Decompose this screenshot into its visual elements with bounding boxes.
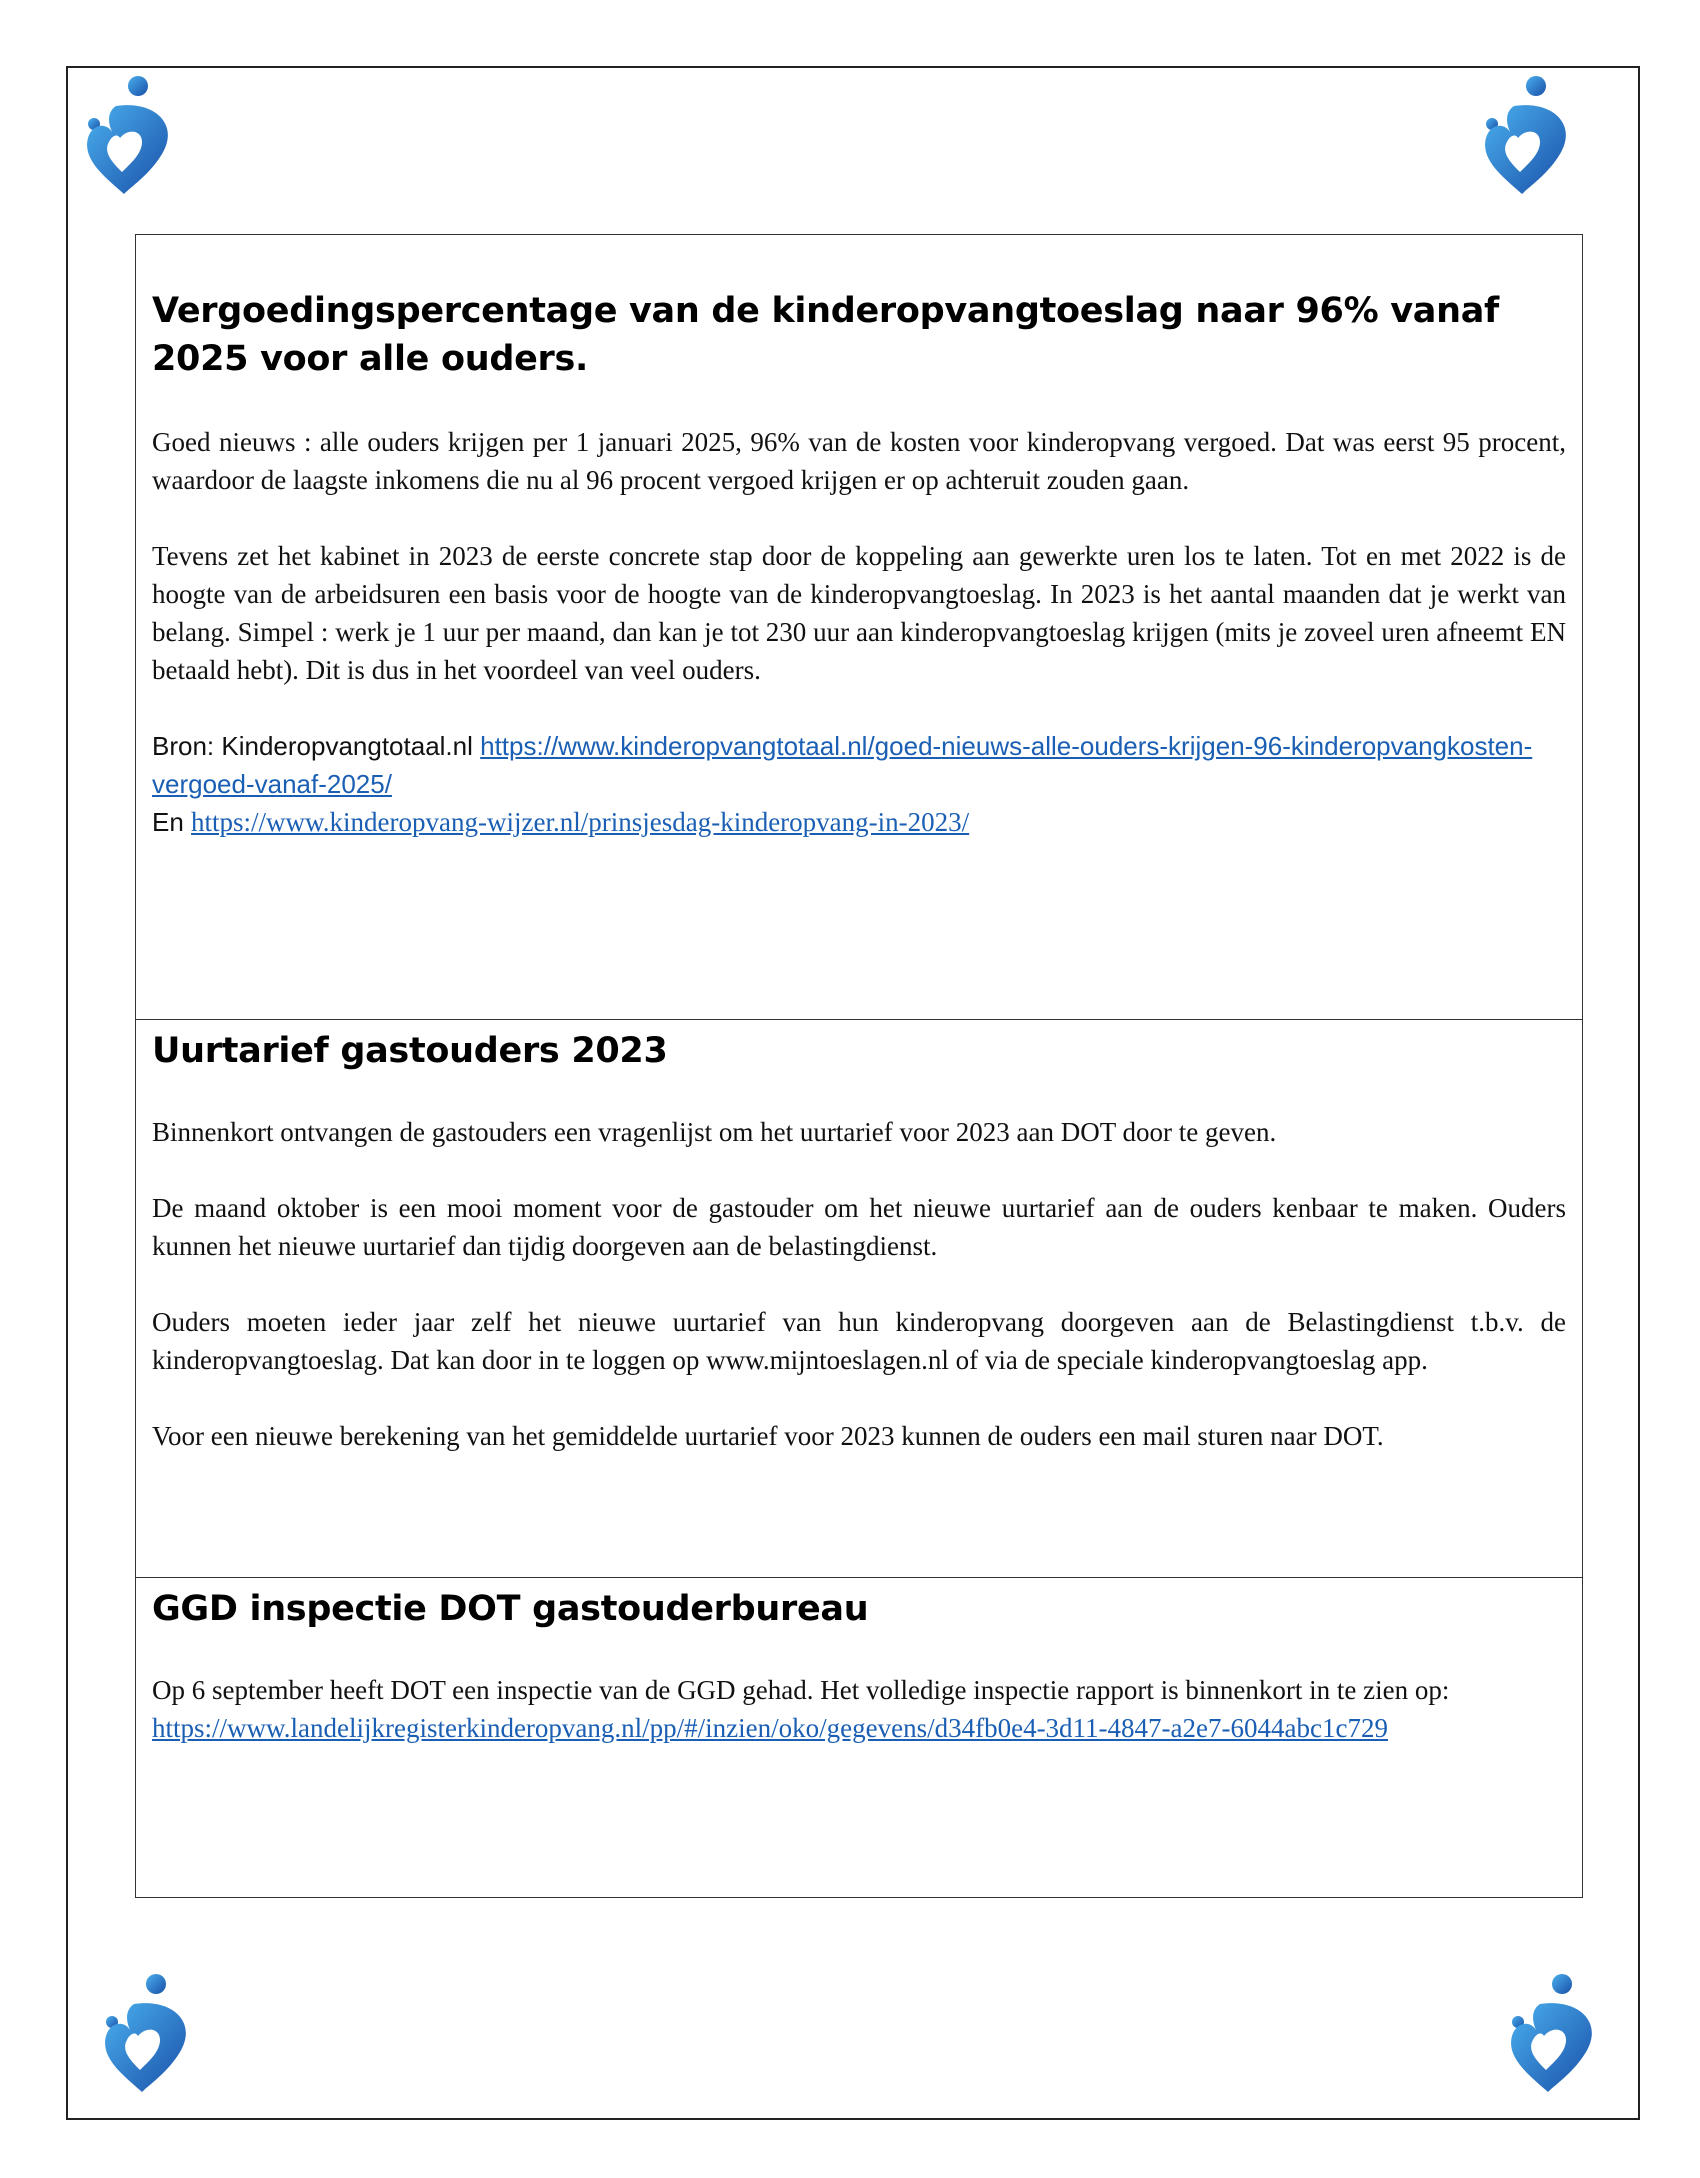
section-divider xyxy=(136,1019,1582,1020)
source-line-2 xyxy=(152,803,1566,841)
section-vergoedingspercentage xyxy=(136,287,1582,841)
paragraph: Goed nieuws : alle ouders krijgen per 1 januari 2025, 96% van de kosten voor kinderopvang vergoed. Dat was eerst 95 procent, waardoor de laagste inkomens die nu al 96 procent vergoed krijgen er op achteruit zouden gaan. xyxy=(152,427,1566,495)
section-ggd-inspectie xyxy=(136,1579,1582,1747)
family-heart-logo-icon xyxy=(76,72,186,202)
source-label: Bron: Kinderopvangtotaal.nl xyxy=(152,731,473,761)
paragraph: Binnenkort ontvangen de gastouders een vragenlijst om het uurtarief voor 2023 aan DOT door te geven. xyxy=(152,1117,1277,1147)
paragraph: Voor een nieuwe berekening van het gemiddelde uurtarief voor 2023 kunnen de ouders een mail sturen naar DOT. xyxy=(152,1421,1384,1451)
family-heart-logo-icon xyxy=(94,1970,204,2100)
paragraph: Op 6 september heeft DOT een inspectie van de GGD gehad. Het volledige inspectie rapport is binnenkort in te zien op: xyxy=(152,1675,1450,1705)
section-uurtarief xyxy=(136,1021,1582,1455)
source-label: En xyxy=(152,807,184,837)
inspection-report-link[interactable]: https://www.landelijkregisterkinderopvang.nl/pp/#/inzien/oko/gegevens/d34fb0e4-3d11-4847-a2e7-6044abc1c729 xyxy=(152,1713,1388,1743)
section-title: Vergoedingspercentage van de kinderopvangtoeslag naar 96% vanaf 2025 voor alle ouders. xyxy=(152,291,1499,379)
section-title: GGD inspectie DOT gastouderbureau xyxy=(152,1589,869,1629)
paragraph: Ouders moeten ieder jaar zelf het nieuwe uurtarief van hun kinderopvang doorgeven aan de Belastingdienst t.b.v. de kinderopvangtoeslag. Dat kan door in te loggen op www.mijntoeslagen.nl of via de speciale kinderopvangtoeslag app. xyxy=(152,1307,1566,1375)
paragraph: De maand oktober is een mooi moment voor de gastouder om het nieuwe uurtarief aan de ouders kenbaar te maken. Ouders kunnen het nieuwe uurtarief dan tijdig doorgeven aan de belastingdienst. xyxy=(152,1193,1566,1261)
family-heart-logo-icon xyxy=(1474,72,1584,202)
family-heart-logo-icon xyxy=(1500,1970,1610,2100)
paragraph: Tevens zet het kabinet in 2023 de eerste concrete stap door de koppeling aan gewerkte uren los te laten. Tot en met 2022 is de hoogte van de arbeidsuren een basis voor de hoogte van de kinderopvangtoeslag. In 2023 is het aantal maanden dat je werkt van belang. Simpel : werk je 1 uur per maand, dan kan je tot 230 uur aan kinderopvangtoeslag krijgen (mits je zoveel uren afneemt EN betaald hebt). Dit is dus in het voordeel van veel ouders. xyxy=(152,541,1566,685)
source-link[interactable]: https://www.kinderopvangtotaal.nl/goed-nieuws-alle-ouders-krijgen-96-kinderopvangkosten-vergoed-vanaf-2025/ xyxy=(152,731,1533,799)
source-link[interactable]: https://www.kinderopvang-wijzer.nl/prinsjesdag-kinderopvang-in-2023/ xyxy=(191,807,970,837)
source-line xyxy=(152,727,1566,803)
section-divider xyxy=(136,1577,1582,1578)
section-title: Uurtarief gastouders 2023 xyxy=(152,1031,668,1071)
newsletter-content-box xyxy=(135,234,1583,1898)
